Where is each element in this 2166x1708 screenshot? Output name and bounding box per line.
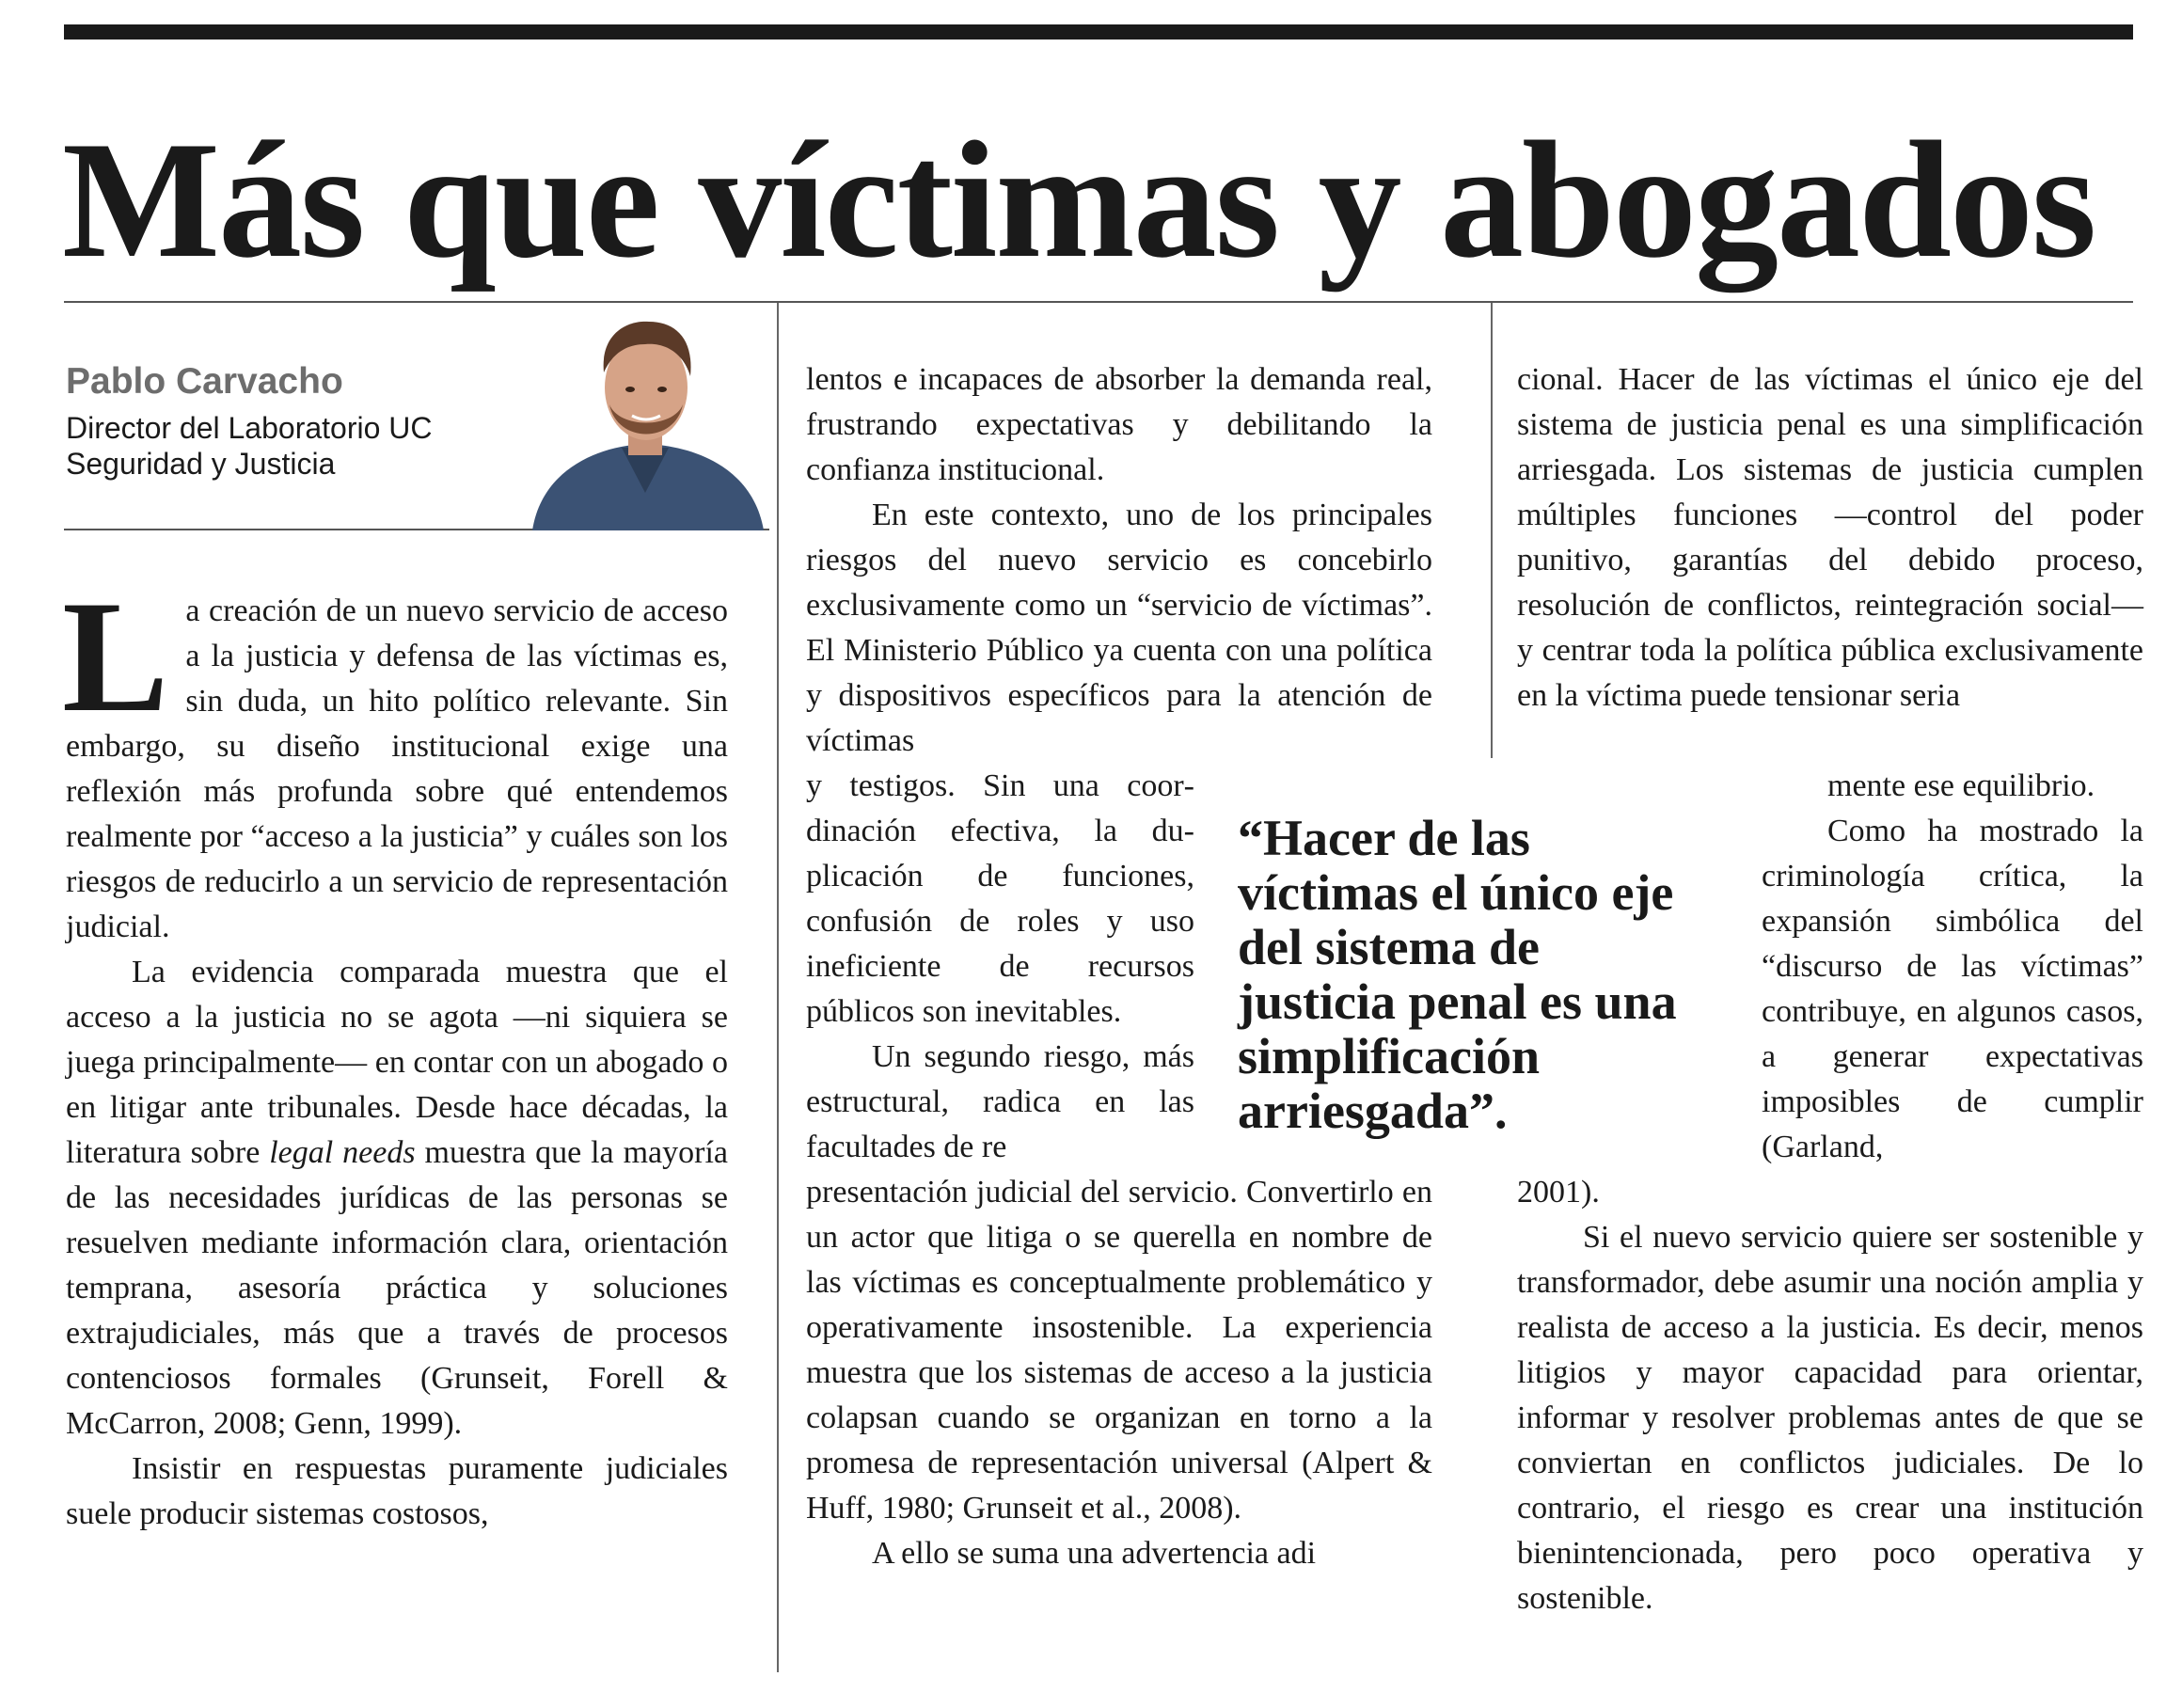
col1-paragraph-2: La evidencia comparada muestra que el acceso a la justicia no se agota —ni siquiera se juega principalmente— en contar con un abogado o en litigar ante tribunales. Desde hace décadas, la literatura sobre legal needs muestra que la mayoría de las necesidades jurídicas de las personas se resuelven mediante información clara, orientación temprana, asesoría práctica y soluciones extrajudiciales, más que a través de procesos contenciosos formales (Grunseit, Forell & McCarron, 2008; Genn, 1999). <box>66 955 728 1441</box>
column-2-bottom <box>806 1170 1432 1576</box>
drop-cap: L <box>62 568 169 745</box>
col3-paragraph-2b: 2001). <box>1517 1175 1600 1210</box>
column-2-top <box>806 357 1432 764</box>
column-divider-1 <box>777 303 779 1672</box>
column-2-narrow <box>806 764 1194 1170</box>
col2-paragraph-3b: presentación judicial del servicio. Convertirlo en un actor que litiga o se querella en nombre de las víctimas es conceptualmente problemático y operativamente insostenible. La experiencia muestra que los sistemas de acceso a la justicia colapsan cuando se organizan en torno a la promesa de representación universal (Alpert & Huff, 1980; Grunseit et al., 2008). <box>806 1175 1432 1526</box>
col3-paragraph-1a: cional. Hacer de las víctimas el único eje del sistema de justicia penal es una simplificación arriesgada. Los sistemas de justicia cumplen múltiples funciones —control del poder punitivo, garantías del debido proceso, resolución de conflictos, reintegración social— y centrar toda la política pública exclusivamente en la víctima puede tensionar seria <box>1517 362 2143 713</box>
column-1 <box>62 568 728 1537</box>
legal-needs-term: legal needs <box>269 1135 416 1170</box>
col2-paragraph-2a: En este contexto, uno de los principales riesgos del nuevo servicio es concebirlo exclusivamente como un “servicio de víctimas”. El Ministerio Público ya cuenta con una política y dispositivos específicos para la atención de víctimas <box>806 498 1432 758</box>
column-3-narrow <box>1762 764 2143 1170</box>
col2-paragraph-2b: y testigos. Sin una coordinación efectiva, la duplicación de funciones, confusión de roles y uso ineficiente de recursos públicos son inevitables. <box>806 768 1194 1029</box>
col3-paragraph-1b: mente ese equilibrio. <box>1827 768 2095 803</box>
col1-paragraph-1: a creación de un nuevo servicio de acceso a la justicia y defensa de las víctimas es, sin duda, un hito político relevante. Sin embargo, su diseño institucional exige una reflexión más profunda sobre qué entendemos realmente por “acceso a la justicia” y cuáles son los riesgos de reducirlo a un servicio de representación judicial. <box>66 593 728 944</box>
author-photo <box>523 314 769 530</box>
col3-paragraph-3: Si el nuevo servicio quiere ser sostenible y transformador, debe asumir una noción amplia y realista de acceso a la justicia. Es decir, menos litigios y mayor capacidad para orientar, informar y resolver problemas antes de que se conviertan en conflictos judiciales. De lo contrario, el riesgo es crear una institución bienintencionada, pero poco operativa y sostenible. <box>1517 1220 2143 1616</box>
headline-divider <box>64 301 2133 303</box>
headline: Más que víctimas y abogados <box>62 106 2095 293</box>
col2-paragraph-3a: Un segundo riesgo, más estructural, radica en las facultades de re <box>806 1039 1194 1164</box>
pull-quote: “Hacer de las víctimas el único eje del sistema de justicia penal es una simplificación arriesgada”. <box>1238 810 1677 1139</box>
author-role: Director del Laboratorio UC Seguridad y Justicia <box>66 411 433 481</box>
col2-paragraph-1: lentos e incapaces de absorber la demanda real, frustrando expectativas y debilitando la confianza institucional. <box>806 362 1432 487</box>
column-3-bottom <box>1517 1170 2143 1621</box>
col3-paragraph-2a: Como ha mostrado la criminología crítica, la expansión simbólica del “discurso de las víctimas” contribuye, en algunos casos, a generar expectativas imposibles de cumplir (Garland, <box>1762 814 2143 1164</box>
col1-paragraph-3: Insistir en respuestas puramente judiciales suele producir sistemas costosos, <box>66 1451 728 1531</box>
author-name: Pablo Carvacho <box>66 361 343 402</box>
column-divider-2 <box>1491 303 1493 758</box>
column-3-top <box>1517 357 2143 719</box>
col2-paragraph-4: A ello se suma una advertencia adi <box>872 1536 1317 1571</box>
top-rule <box>64 24 2133 40</box>
